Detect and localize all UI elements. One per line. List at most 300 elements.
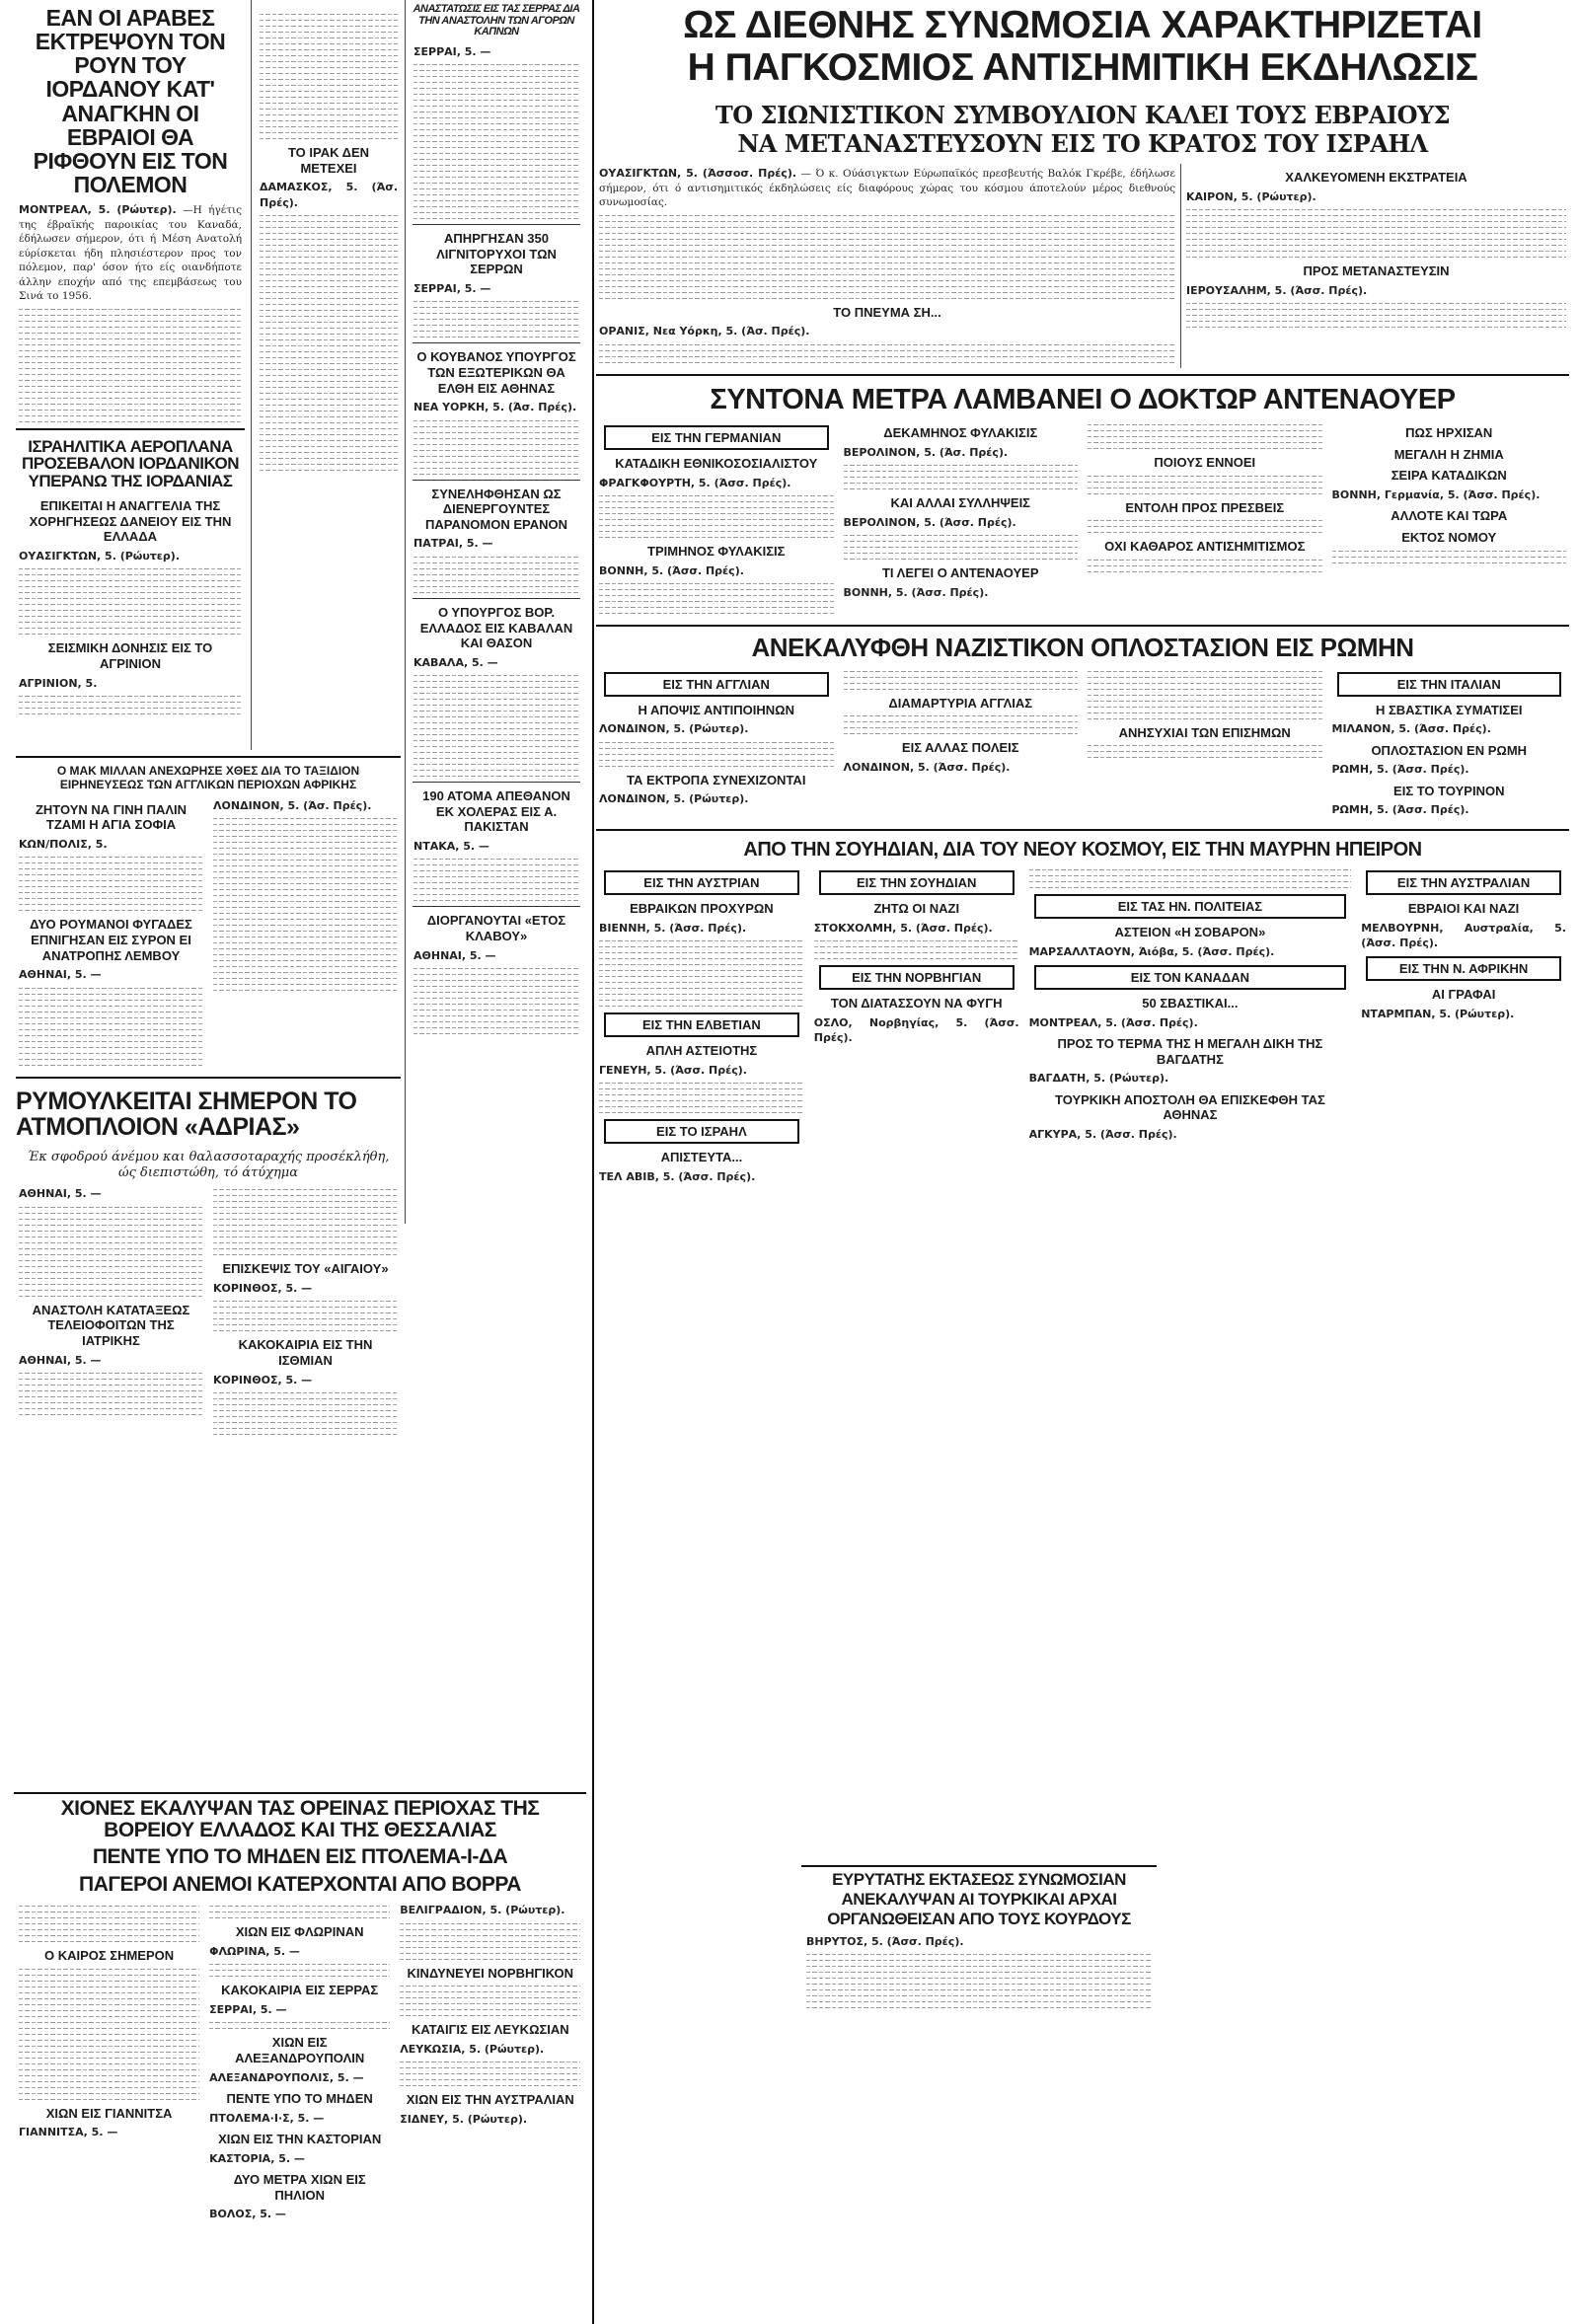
subheadline-swastikas: 50 ΣΒΑΣΤΙΚΑΙ... xyxy=(1142,995,1239,1011)
subheadline-zero: ΠΕΝΤΕ ΥΠΟ ΤΟ ΜΗΔΕΝ xyxy=(226,2091,373,2107)
story-body xyxy=(599,791,834,806)
snow-story xyxy=(14,1792,586,2315)
story-body xyxy=(19,2125,199,2139)
story-body xyxy=(1029,1127,1352,1142)
dateline: ΛΟΝΔΙΝΟΝ, 5. (Άσσ. Πρές). xyxy=(843,760,1011,774)
subheadline-alexandroupoli: ΧΙΩΝ ΕΙΣ ΑΛΕΞΑΝΔΡΟΥΠΟΛΙΝ xyxy=(235,2035,365,2065)
story-jordan-body xyxy=(19,202,242,303)
subheadline-florina: ΧΙΩΝ ΕΙΣ ΦΛΩΡΙΝΑΝ xyxy=(235,1924,364,1940)
dateline: ΣΕΡΡΑΙ, 5. — xyxy=(414,281,491,295)
subheadline-loan: ΕΠΙΚΕΙΤΑΙ Η ΑΝΑΓΓΕΛΙΑ ΤΗΣ ΧΟΡΗΓΗΣΕΩΣ ΔΑΝΕΙΟΥ ΕΙΣ ΤΗΝ ΕΛΛΑΔΑ xyxy=(29,498,232,545)
dateline: ΒΗΡΥΤΟΣ, 5. (Άσσ. Πρές). xyxy=(806,1934,964,1948)
story-body xyxy=(1029,944,1352,959)
text-lines xyxy=(260,14,398,139)
headline-ptolemaida: ΠΕΝΤΕ ΥΠΟ ΤΟ ΜΗΔΕΝ ΕΙΣ ΠΤΟΛΕΜΑ-Ι-ΔΑ xyxy=(92,1845,508,1869)
subheadline-isthmus: ΚΑΚΟΚΑΙΡΙΑ ΕΙΣ ΤΗΝ ΙΣΘΜΙΑΝ xyxy=(238,1337,373,1369)
subheadline-iraq: ΤΟ ΙΡΑΚ ΔΕΝ ΜΕΤΕΧΕΙ xyxy=(287,145,370,176)
headline-adenauer: ΣΥΝΤΟΝΑ ΜΕΤΡΑ ΛΑΜΒΑΝΕΙ Ο ΔΟΚΤΩΡ ΑΝΤΕΝΑΟΥΕΡ xyxy=(710,383,1456,415)
dateline: ΜΑΡΣΑΛΛΤΑΟΥΝ, Άιόβα, 5. (Άσσ. Πρές). xyxy=(1028,944,1275,958)
story-body xyxy=(260,180,398,210)
text-lines xyxy=(1088,560,1322,572)
story-body xyxy=(209,1944,390,1959)
text-lines xyxy=(414,64,579,219)
text-lines xyxy=(19,1207,203,1297)
text-lines xyxy=(209,1964,390,1977)
story-body xyxy=(599,324,1175,338)
dateline: ΒΟΝΝΗ, 5. (Άσσ. Πρές). xyxy=(843,585,989,599)
subheadline-not-pure: ΟΧΙ ΚΑΘΑΡΟΣ ΑΝΤΙΣΗΜΙΤΙΣΜΟΣ xyxy=(1104,539,1306,555)
divider xyxy=(596,625,1569,627)
box-south-africa: ΕΙΣ ΤΗΝ Ν. ΑΦΡΙΚΗΝ xyxy=(1366,956,1561,981)
dateline: ΒΟΝΝΗ, Γερμανία, 5. (Άσσ. Πρές). xyxy=(1331,488,1541,501)
headline-kurds: ΟΡΓΑΝΩΘΕΙΣΑΝ ΑΠΟ ΤΟΥΣ ΚΟΥΡΔΟΥΣ xyxy=(827,1909,1131,1928)
text-lines xyxy=(844,715,1079,734)
story-body xyxy=(599,921,804,936)
text-lines xyxy=(1186,303,1566,328)
dateline: ΑΘΗΝΑΙ, 5. — xyxy=(19,968,102,982)
text-lines xyxy=(19,857,203,911)
dateline: ΟΣΛΟ, Νορβηγίας, 5. (Άσσ. Πρές). xyxy=(813,1015,1019,1045)
text-lines xyxy=(1088,745,1322,758)
text-lines xyxy=(844,465,1079,489)
dateline: ΒΙΕΝΝΗ, 5. (Άσσ. Πρές). xyxy=(599,921,747,935)
divider xyxy=(413,342,580,343)
subheadline-fabricated-campaign: ΧΑΛΚΕΥΟΜΕΝΗ ΕΚΣΤΡΑΤΕΙΑ xyxy=(1285,170,1467,186)
story-body xyxy=(209,2002,390,2017)
nazi-col-c xyxy=(1083,666,1327,823)
mid-left-block xyxy=(14,750,403,1766)
story-body xyxy=(414,281,579,296)
subheadline-adenauer-says: ΤΙ ΛΕΓΕΙ Ο ΑΝΤΕΝΑΟΥΕΡ xyxy=(881,565,1039,581)
story-body xyxy=(814,1015,1019,1046)
headline-antisemitic: Η ΠΑΓΚΟΣΜΙΟΣ ΑΝΤΙΣΗΜΙΤΙΚΗ ΕΚΔΗΛΩΣΙΣ xyxy=(687,45,1478,89)
dateline: ΒΕΡΟΛΙΝΟΝ, 5. (Άσσ. Πρές). xyxy=(843,515,1016,529)
story-kurds xyxy=(801,1865,1157,2013)
subheadline-baghdad-trial: ΠΡΟΣ ΤΟ ΤΕΡΜΑ ΤΗΣ Η ΜΕΓΑΛΗ ΔΙΚΗ ΤΗΣ ΒΑΓΔΑΤΗΣ xyxy=(1057,1036,1323,1067)
dateline: ΔΑΜΑΣΚΟΣ, 5. (Άσ. Πρές). xyxy=(260,181,398,209)
subheadline-arrests: ΣΥΝΕΛΗΦΘΗΣΑΝ ΩΣ ΔΙΕΝΕΡΓΟΥΝΤΕΣ ΠΑΡΑΝΟΜΟΝ ΕΡΑΝΟΝ xyxy=(425,486,567,532)
story-body xyxy=(599,166,1175,209)
main-story xyxy=(592,0,1571,2324)
dateline: ΛΕΥΚΩΣΙΑ, 5. (Ρώυτερ). xyxy=(400,2042,545,2056)
subheadline-ordered-leave: ΤΟΝ ΔΙΑΤΑΣΣΟΥΝ ΝΑ ΦΥΓΗ xyxy=(830,995,1003,1011)
story-body xyxy=(599,1063,804,1078)
dateline: ΑΘΗΝΑΙ, 5. — xyxy=(19,1353,102,1367)
dateline: ΛΟΝΔΙΝΟΝ, 5. (Άσ. Πρές). xyxy=(213,798,372,812)
dateline: ΜΙΛΑΝΟΝ, 5. (Άσσ. Πρές). xyxy=(1331,722,1491,736)
dateline: ΒΟΝΝΗ, 5. (Άσσ. Πρές). xyxy=(599,563,744,577)
subheadline-spirit: ΤΟ ΠΝΕΥΜΑ ΣΗ... xyxy=(833,304,941,320)
subheadline-giannitsa: ΧΙΩΝ ΕΙΣ ΓΙΑΝΝΙΤΣΑ xyxy=(45,2105,173,2121)
dateline: ΣΕΡΡΑΙ, 5. — xyxy=(209,2002,287,2016)
dateline: ΚΑΣΤΟΡΙΑ, 5. — xyxy=(209,2151,305,2165)
headline-conspiracy: ΩΣ ΔΙΕΘΝΗΣ ΣΥΝΩΜΟΣΙΑ ΧΑΡΑΚΤΗΡΙΖΕΤΑΙ xyxy=(683,4,1482,46)
text-lines xyxy=(414,301,579,337)
intro-columns xyxy=(594,164,1571,368)
box-usa: ΕΙΣ ΤΑΣ ΗΝ. ΠΟΛΙΤΕΙΑΣ xyxy=(1034,894,1347,919)
story-body xyxy=(414,655,579,670)
story-body xyxy=(1029,1015,1352,1030)
subheadline-serres: ΚΑΚΟΚΑΙΡΙΑ ΕΙΣ ΣΕΡΡΑΣ xyxy=(221,1983,379,1998)
text-lines xyxy=(213,1392,398,1435)
adrias-right xyxy=(208,1184,403,1440)
subheadline-aegean: ΕΠΙΣΚΕΨΙΣ ΤΟΥ «ΑΙΓΑΙΟΥ» xyxy=(222,1261,389,1277)
text-lines xyxy=(209,2022,390,2029)
story-body xyxy=(844,585,1079,600)
subheadline-conviction: ΚΑΤΑΔΙΚΗ ΕΘΝΙΚΟΣΟΣΙΑΛΙΣΤΟΥ xyxy=(615,456,818,472)
dateline: ΚΩΝ/ΠΟΛΙΣ, 5. xyxy=(19,837,108,851)
dateline: ΦΡΑΓΚΦΟΥΡΤΗ, 5. (Άσσ. Πρές). xyxy=(599,476,791,489)
subheadline-turin: ΕΙΣ ΤΟ ΤΟΥΡΙΝΟΝ xyxy=(1393,783,1505,798)
text-lines xyxy=(213,1189,398,1255)
headline-serres-tobacco: ΑΝΑΣΤΑΤΩΣΙΣ ΕΙΣ ΤΑΣ ΣΕΡΡΑΣ ΔΙΑ ΤΗΝ ΑΝΑΣΤΟΛΗΝ ΤΩΝ ΑΓΟΡΩΝ ΚΑΠΝΩΝ xyxy=(413,3,580,38)
dateline: ΓΕΝΕΥΗ, 5. (Άσσ. Πρές). xyxy=(599,1063,747,1077)
headline-adrias: ΡΥΜΟΥΛΚΕΙΤΑΙ ΣΗΜΕΡΟΝ ΤΟ ΑΤΜΟΠΛΟΙΟΝ «ΑΔΡΙΑΣ» xyxy=(16,1087,357,1141)
intro-right xyxy=(1180,164,1571,368)
text-lines xyxy=(814,940,1019,959)
subheadline-cuban-minister: Ο ΚΟΥΒΑΝΟΣ ΥΠΟΥΡΓΟΣ ΤΩΝ ΕΞΩΤΕΡΙΚΩΝ ΘΑ ΕΛΘΗ ΕΙΣ ΑΘΗΝΑΣ xyxy=(416,349,576,396)
headline-snow: ΧΙΟΝΕΣ ΕΚΑΛΥΨΑΝ ΤΑΣ ΟΡΕΙΝΑΣ ΠΕΡΙΟΧΑΣ ΤΗΣ ΒΟΡΕΙΟΥ ΕΛΛΑΔΟΣ ΚΑΙ ΤΗΣ ΘΕΣΣΑΛΙΑΣ xyxy=(60,1797,540,1842)
headline-jordan: ΕΑΝ ΟΙ ΑΡΑΒΕΣ ΕΚΤΡΕΨΟΥΝ ΤΟΝ ΡΟΥΝ ΤΟΥ ΙΟΡΔΑΝΟΥ ΚΑΤ' ΑΝΑΓΚΗΝ ΟΙ ΕΒΡΑΙΟΙ ΘΑ ΡΙΦΘΟΥΝ ΕΙΣ ΤΟΝ ΠΟΛΕΜΟΝ xyxy=(33,5,228,197)
snow-col-a xyxy=(14,1901,204,2227)
story-body xyxy=(1332,721,1567,736)
subheadline-three-months: ΤΡΙΜΗΝΟΣ ΦΥΛΑΚΙΣΙΣ xyxy=(647,544,786,560)
subheadline-earthquake: ΣΕΙΣΜΙΚΗ ΔΟΝΗΣΙΣ ΕΙΣ ΤΟ ΑΓΡΙΝΙΟΝ xyxy=(47,640,213,671)
story-body xyxy=(1332,802,1567,817)
text-lines xyxy=(414,420,579,475)
dateline: ΦΛΩΡΙΝΑ, 5. — xyxy=(209,1944,300,1958)
dateline: ΓΙΑΝΝΙΤΣΑ, 5. — xyxy=(19,2126,118,2139)
subheadline-long-live: ΖΗΤΩ ΟΙ ΝΑΖΙ xyxy=(873,900,960,916)
story-body xyxy=(599,721,834,736)
story-body xyxy=(844,515,1079,530)
box-austria: ΕΙΣ ΤΗΝ ΑΥΣΤΡΙΑΝ xyxy=(604,870,799,895)
story-body xyxy=(1029,1071,1352,1086)
story-body xyxy=(19,967,203,982)
subheadline-serious: ΑΣΤΕΙΟΝ «Η ΣΟΒΑΡΟΝ» xyxy=(1114,924,1266,939)
text-lines xyxy=(599,583,834,614)
box-australia: ΕΙΣ ΤΗΝ ΑΥΣΤΡΑΛΙΑΝ xyxy=(1366,870,1561,895)
story-body xyxy=(19,837,203,852)
story-body xyxy=(414,948,579,963)
text-lines xyxy=(1332,551,1567,563)
subheadline-jews-nazis: ΕΒΡΑΙΟΙ ΚΑΙ ΝΑΖΙ xyxy=(1407,900,1520,916)
subheadline-joke: ΑΠΛΗ ΑΣΤΕΙΟΤΗΣ xyxy=(645,1042,758,1058)
subheadline-protest: ΔΙΑΜΑΡΤΥΡΙΑ ΑΓΓΛΙΑΣ xyxy=(888,695,1033,711)
nazi-col-a xyxy=(594,666,839,823)
divider xyxy=(413,598,580,599)
subheadline-outlaw: ΕΚΤΟΣ ΝΟΜΟΥ xyxy=(1401,530,1497,546)
text-lines xyxy=(19,1969,199,2100)
nazi-col-d xyxy=(1327,666,1572,823)
subheadline-hagia-sophia: ΖΗΤΟΥΝ ΝΑ ΓΙΝΗ ΠΑΛΙΝ ΤΖΑΜΙ Η ΑΓΙΑ ΣΟΦΙΑ xyxy=(35,801,188,833)
box-italy: ΕΙΣ ΤΗΝ ΙΤΑΛΙΑΝ xyxy=(1337,672,1562,697)
dateline: ΠΤΟΛΕΜΑ·Ι·Σ, 5. — xyxy=(209,2111,325,2125)
dateline: ΟΡΑΝΙΣ, Νεα Υόρκη, 5. (Άσ. Πρές). xyxy=(599,325,810,338)
story-body xyxy=(844,445,1079,460)
subheadline-arsenal-rome: ΟΠΛΟΣΤΑΣΙΟΝ ΕΝ ΡΩΜΗ xyxy=(1371,742,1528,758)
dateline: ΡΩΜΗ, 5. (Άσσ. Πρές). xyxy=(1331,763,1469,777)
story-body xyxy=(1186,283,1566,298)
text-lines xyxy=(1088,476,1322,494)
snow-columns xyxy=(14,1901,586,2227)
headline-turkish-authorities: ΑΝΕΚΑΛΥΨΑΝ ΑΙ ΤΟΥΡΚΙΚΑΙ ΑΡΧΑΙ xyxy=(841,1889,1117,1909)
adenauer-col-c xyxy=(1083,419,1327,619)
divider xyxy=(16,428,245,430)
headline-nazi-arsenal: ΑΝΕΚΑΛΥΦΘΗ ΝΑΖΙΣΤΙΚΟΝ ΟΠΛΟΣΤΑΣΙΟΝ ΕΙΣ ΡΩΜΗΝ xyxy=(751,633,1414,663)
dateline: ΠΑΤΡΑΙ, 5. — xyxy=(414,537,493,551)
divider xyxy=(596,829,1569,831)
dateline: ΑΛΕΞΑΝΔΡΟΥΠΟΛΙΣ, 5. — xyxy=(209,2070,364,2084)
dateline: ΑΘΗΝΑΙ, 5. — xyxy=(414,948,496,962)
world-columns xyxy=(594,864,1571,1189)
subheadline-whom-means: ΠΟΙΟΥΣ ΕΝΝΟΕΙ xyxy=(1154,455,1256,471)
headline-zionist-council: ΤΟ ΣΙΩΝΙΣΤΙΚΟΝ ΣΥΜΒΟΥΛΙΟΝ ΚΑΛΕΙ ΤΟΥΣ ΕΒΡΑΙΟΥΣ xyxy=(714,100,1451,129)
subheadline-unbelievable: ΑΠΙΣΤΕΥΤΑ... xyxy=(660,1150,743,1165)
world-col-b xyxy=(809,864,1024,1189)
text-lines xyxy=(19,1373,203,1415)
column-rule xyxy=(405,0,406,1224)
text-lines xyxy=(19,988,203,1066)
subheadline-medical: ΑΝΑΣΤΟΛΗ ΚΑΤΑΤΑΞΕΩΣ ΤΕΛΕΙΟΦΟΙΤΩΝ ΤΗΣ ΙΑΤΡΙΚΗΣ xyxy=(32,1302,190,1349)
text-lines xyxy=(414,675,579,777)
dateline: ΟΥΑΣΙΓΚΤΩΝ, 5. (Ρώυτερ). xyxy=(19,549,181,562)
divider xyxy=(413,224,580,225)
story-body xyxy=(19,1353,203,1368)
story-body xyxy=(209,2207,390,2221)
dateline: ΣΤΟΚΧΟΛΜΗ, 5. (Άσσ. Πρές). xyxy=(813,921,993,935)
story-body xyxy=(814,921,1019,936)
subheadline-other-arrests: ΚΑΙ ΑΛΛΑΙ ΣΥΛΛΗΨΕΙΣ xyxy=(890,495,1030,511)
subheadline-miners: ΑΠΗΡΓΗΣΑΝ 350 ΛΙΓΝΙΤΟΡΥΧΟΙ ΤΩΝ ΣΕΡΡΩΝ xyxy=(436,231,557,277)
column-2 xyxy=(255,0,403,750)
macmillan-right xyxy=(208,796,403,1071)
story-body xyxy=(400,2112,580,2127)
story-body xyxy=(414,44,579,59)
subheadline-other-cities: ΕΙΣ ΑΛΛΑΣ ΠΟΛΕΙΣ xyxy=(901,740,1019,756)
subheadline-official-concerns: ΑΝΗΣΥΧΙΑΙ ΤΩΝ ΕΠΙΣΗΜΩΝ xyxy=(1118,724,1291,740)
subheadline-emigration: ΠΡΟΣ ΜΕΤΑΝΑΣΤΕΥΣΙΝ xyxy=(1303,263,1450,279)
box-norway: ΕΙΣ ΤΗΝ ΝΟΡΒΗΓΙΑΝ xyxy=(819,965,1015,990)
text-lines xyxy=(213,1301,398,1331)
story-body xyxy=(209,2111,390,2126)
body-text: —Η ήγέτις της έβραϊκής παροικίας του Καναδά, έδήλωσεν σήμερον, ότι ή Μέση Ανατολή εύρίσκεται ήδη πλησιέστερον προς τον πόλεμον, παρ' όσον ήτο είς οιανδήποτε άλλην εποχήν από της επεμβάσεως του Σινά το 1956. xyxy=(19,204,242,303)
dateline: ΝΕΑ ΥΟΡΚΗ, 5. (Άσ. Πρές). xyxy=(414,401,577,414)
story-body xyxy=(209,2151,390,2166)
subheadline-how-started: ΠΩΣ ΗΡΧΙΣΑΝ xyxy=(1405,425,1493,441)
story-body xyxy=(599,1169,804,1184)
text-lines xyxy=(414,968,579,1034)
story-body xyxy=(209,2070,390,2085)
dateline: ΚΟΡΙΝΘΟΣ, 5. — xyxy=(213,1282,313,1295)
text-lines xyxy=(599,495,834,538)
text-lines xyxy=(1088,520,1322,533)
body-text: — Ό κ. Ούάσιγκτων Εύρωπαϊκός πρεσβευτής Βαλόκ Γκρέβε, έδήλωσε σήμερον, ότι ό αντισημιτικός έκδηλώσεις είς διαφόρους χώρας του κόσμου άποτελούν μέρος διεθνούς συνωμοσίας. xyxy=(599,168,1175,209)
text-lines xyxy=(1186,209,1566,258)
world-col-d xyxy=(1356,864,1571,1189)
story-body xyxy=(844,760,1079,775)
text-lines xyxy=(599,215,1175,299)
text-lines xyxy=(1088,671,1322,719)
adrias-left xyxy=(14,1184,208,1440)
subheadline-minister-kavala: Ο ΥΠΟΥΡΓΟΣ ΒΟΡ. ΕΛΛΑΔΟΣ ΕΙΣ ΚΑΒΑΛΑΝ ΚΑΙ ΘΑΣΟΝ xyxy=(419,604,573,651)
headline-cold-winds: ΠΑΓΕΡΟΙ ΑΝΕΜΟΙ ΚΑΤΕΡΧΟΝΤΑΙ ΑΠΟ ΒΟΡΡΑ xyxy=(79,1873,521,1897)
divider xyxy=(16,1077,401,1079)
nazi-columns xyxy=(594,666,1571,823)
dateline: ΝΤΑΚΑ, 5. — xyxy=(414,839,489,853)
headline-israeli-planes: ΙΣΡΑΗΛΙΤΙΚΑ ΑΕΡΟΠΛΑΝΑ ΠΡΟΣΕΒΑΛΟΝ ΙΟΡΔΑΝΙΚΟΝ ΥΠΕΡΑΝΩ ΤΗΣ ΙΟΡΔΑΝΙΑΣ xyxy=(21,436,240,491)
story-body xyxy=(1186,189,1566,204)
snow-col-c xyxy=(395,1901,585,2227)
subheadline-reprisals: Η ΑΠΟΨΙΣ ΑΝΤΙΠΟΙΗΝΩΝ xyxy=(638,702,794,717)
story-israeli-planes xyxy=(14,436,247,714)
story-body xyxy=(414,536,579,551)
dateline: ΚΑΙΡΟΝ, 5. (Ρώυτερ). xyxy=(1186,189,1316,203)
divider xyxy=(16,756,401,758)
story-body xyxy=(599,476,834,490)
story-body xyxy=(1361,1007,1566,1021)
divider xyxy=(413,906,580,907)
story-body xyxy=(1332,487,1567,502)
text-lines xyxy=(400,1923,580,1960)
macmillan-columns xyxy=(14,796,403,1071)
adenauer-columns xyxy=(594,419,1571,619)
world-col-c xyxy=(1024,864,1357,1189)
dateline: ΚΟΡΙΝΘΟΣ, 5. — xyxy=(213,1373,313,1387)
text-lines xyxy=(844,535,1079,560)
headline-macmillan: Ο ΜΑΚ ΜΙΛΛΑΝ ΑΝΕΧΩΡΗΣΕ ΧΘΕΣ ΔΙΑ ΤΟ ΤΑΞΙΔΙΟΝ ΕΙΡΗΝΕΥΣΕΩΣ ΤΩΝ ΑΓΓΛΙΚΩΝ ΠΕΡΙΟΧΩΝ ΑΦΡΙΚΗΣ xyxy=(56,764,360,792)
story-body xyxy=(213,1373,398,1387)
subheadline-adrias: Έκ σφοδρού άνέμου και θαλασσοταραχής προσέκλήθη, ώς διεπιστώθη, τό άτύχημα xyxy=(27,1150,390,1180)
story-body xyxy=(213,798,398,813)
subheadline-pilio: ΔΥΟ ΜΕΤΡΑ ΧΙΩΝ ΕΙΣ ΠΗΛΙΟΝ xyxy=(233,2172,366,2203)
text-lines xyxy=(209,1906,390,1918)
subheadline-cholera: 190 ΑΤΟΜΑ ΑΠΕΘΑΝΟΝ ΕΚ ΧΟΛΕΡΑΣ ΕΙΣ Α. ΠΑΚΙΣΤΑΝ xyxy=(422,788,570,835)
dateline: ΚΑΒΑΛΑ, 5. — xyxy=(414,655,498,669)
dateline: ΡΩΜΗ, 5. (Άσσ. Πρές). xyxy=(1331,803,1469,817)
divider xyxy=(413,480,580,481)
story-body xyxy=(19,549,242,563)
text-lines xyxy=(1029,869,1352,888)
dateline: ΜΟΝΤΡΕΑΛ, 5. (Άσσ. Πρές). xyxy=(1028,1015,1198,1029)
text-lines xyxy=(19,309,242,422)
dateline: ΑΘΗΝΑΙ, 5. — xyxy=(19,1187,102,1201)
box-israel: ΕΙΣ ΤΟ ΙΣΡΑΗΛ xyxy=(604,1119,799,1144)
text-lines xyxy=(400,2062,580,2086)
subheadline-then-now: ΑΛΛΟΤΕ ΚΑΙ ΤΩΡΑ xyxy=(1391,508,1508,524)
column-3 xyxy=(409,0,584,1224)
intro-left xyxy=(594,164,1180,368)
subheadline-australia: ΧΙΩΝ ΕΙΣ ΤΗΝ ΑΥΣΤΡΑΛΙΑΝ xyxy=(406,2092,574,2108)
column-rule xyxy=(251,0,252,750)
dateline: ΟΥΑΣΙΓΚΤΩΝ, 5. (Άσσοσ. Πρές). xyxy=(599,167,797,181)
dateline: ΛΟΝΔΙΝΟΝ, 5. (Ρώυτερ). xyxy=(599,722,749,736)
story-body xyxy=(213,1281,398,1296)
subheadline-romanian-fugitives: ΔΥΟ ΡΟΥΜΑΝΟΙ ΦΥΓΑΔΕΣ ΕΠΝΙΓΗΣΑΝ ΕΙΣ ΣΥΡΟΝ ΕΙ ΑΝΑΤΡΟΠΗΣ ΛΕΜΒΟΥ xyxy=(30,917,192,963)
dateline: ΒΟΛΟΣ, 5. — xyxy=(209,2208,286,2221)
subheadline-kastoria: ΧΙΩΝ ΕΙΣ ΤΗΝ ΚΑΣΤΟΡΙΑΝ xyxy=(218,2132,382,2147)
story-body xyxy=(19,1186,203,1201)
nazi-col-b xyxy=(839,666,1084,823)
dateline: ΤΕΛ ΑΒΙΒ, 5. (Άσσ. Πρές). xyxy=(599,1169,756,1183)
story-body xyxy=(806,1934,1152,1949)
dateline: ΒΕΛΙΓΡΑΔΙΟΝ, 5. (Ρώυτερ). xyxy=(400,1904,565,1917)
dateline: ΑΓΚΥΡΑ, 5. (Άσσ. Πρές). xyxy=(1028,1127,1177,1141)
world-col-a xyxy=(594,864,809,1189)
headline-emigrate: ΝΑ ΜΕΤΑΝΑΣΤΕΥΣΟΥΝ ΕΙΣ ΤΟ ΚΡΑΤΟΣ ΤΟΥ ΙΣΡΑΗΛ xyxy=(737,129,1428,159)
adrias-columns xyxy=(14,1184,403,1440)
dateline: ΜΟΝΤΡΕΑΛ, 5. (Ρώυτερ). xyxy=(19,203,177,217)
subheadline-weather: Ο ΚΑΙΡΟΣ ΣΗΜΕΡΟΝ xyxy=(43,1948,175,1964)
box-sweden: ΕΙΣ ΤΗΝ ΣΟΥΗΔΙΑΝ xyxy=(819,870,1015,895)
story-body xyxy=(400,1903,580,1917)
story-body xyxy=(414,400,579,414)
subheadline-nicosia: ΚΑΤΑΙΓΙΣ ΕΙΣ ΛΕΥΚΩΣΙΑΝ xyxy=(411,2022,569,2038)
story-body xyxy=(19,676,242,691)
story-body xyxy=(400,2042,580,2057)
text-lines xyxy=(599,1083,804,1113)
text-lines xyxy=(260,215,398,471)
text-lines xyxy=(599,344,1175,363)
macmillan-left xyxy=(14,796,208,1071)
dateline: ΜΕΛΒΟΥΡΝΗ, Αυστραλία, 5. (Άσσ. Πρές). xyxy=(1361,921,1566,949)
subheadline-convictions: ΣΕΙΡΑ ΚΑΤΑΔΙΚΩΝ xyxy=(1391,468,1507,484)
dateline: ΛΟΝΔΙΝΟΝ, 5. (Ρώυτερ). xyxy=(599,792,749,806)
story-body xyxy=(1361,921,1566,951)
subheadline-norwegian: ΚΙΝΔΥΝΕΥΕΙ ΝΟΡΒΗΓΙΚΟΝ xyxy=(407,1965,574,1981)
dateline: ΑΓΡΙΝΙΟΝ, 5. xyxy=(19,676,98,690)
subheadline-ambassadors: ΕΝΤΟΛΗ ΠΡΟΣ ΠΡΕΣΒΕΙΣ xyxy=(1125,499,1285,515)
headline-kurd-conspiracy: ΕΥΡΥΤΑΤΗΣ ΕΚΤΑΣΕΩΣ ΣΥΝΩΜΟΣΙΑΝ xyxy=(832,1870,1126,1889)
adenauer-col-d xyxy=(1327,419,1572,619)
subheadline-jewish-refugees: ΕΒΡΑΙΚΩΝ ΠΡΟΧΥΡΩΝ xyxy=(630,900,774,916)
adenauer-col-b xyxy=(839,419,1084,619)
dateline: ΒΕΡΟΛΙΝΟΝ, 5. (Άσ. Πρές). xyxy=(843,445,1009,459)
subheadline-swastika: Η ΣΒΑΣΤΙΚΑ ΣΥΜΑΤΙΣΕΙ xyxy=(1375,702,1523,717)
headline-sweden-africa: ΑΠΟ ΤΗΝ ΣΟΥΗΔΙΑΝ, ΔΙΑ ΤΟΥ ΝΕΟΥ ΚΟΣΜΟΥ, ΕΙΣ ΤΗΝ ΜΑΥΡΗΝ ΗΠΕΙΡΟΝ xyxy=(743,838,1422,861)
story-jordan xyxy=(14,0,247,422)
dateline: ΣΕΡΡΑΙ, 5. — xyxy=(414,44,491,58)
text-lines xyxy=(414,557,579,593)
subheadline-ten-months: ΔΕΚΑΜΗΝΟΣ ΦΥΛΑΚΙΣΙΣ xyxy=(883,425,1038,441)
box-germany: ΕΙΣ ΤΗΝ ΓΕΡΜΑΝΙΑΝ xyxy=(604,425,829,450)
adenauer-col-a xyxy=(594,419,839,619)
text-lines xyxy=(400,1986,580,2016)
text-lines xyxy=(1088,424,1322,449)
snow-col-b xyxy=(204,1901,395,2227)
text-lines xyxy=(19,568,242,635)
story-body xyxy=(599,563,834,578)
box-canada: ΕΙΣ ΤΟΝ ΚΑΝΑΔΑΝ xyxy=(1034,965,1347,990)
divider xyxy=(413,782,580,783)
subheadline-turkish-mission: ΤΟΥΡΚΙΚΗ ΑΠΟΣΤΟΛΗ ΘΑ ΕΠΙΣΚΕΦΘΗ ΤΑΣ ΑΘΗΝΑΣ xyxy=(1055,1091,1325,1123)
text-lines xyxy=(806,1954,1152,2008)
dateline: ΝΤΑΡΜΠΑΝ, 5. (Ρώυτερ). xyxy=(1361,1008,1515,1021)
story-body xyxy=(1332,762,1567,777)
text-lines xyxy=(19,1906,199,1942)
text-lines xyxy=(213,818,398,991)
text-lines xyxy=(599,940,804,1007)
subheadline-continue: ΤΑ ΕΚΤΡΟΠΑ ΣΥΝΕΧΙΖΟΝΤΑΙ xyxy=(627,772,806,787)
box-switzerland: ΕΙΣ ΤΗΝ ΕΛΒΕΤΙΑΝ xyxy=(604,1012,799,1037)
text-lines xyxy=(19,696,242,714)
dateline: ΣΙΔΝΕΥ, 5. (Ρώυτερ). xyxy=(400,2112,528,2126)
text-lines xyxy=(599,742,834,767)
subheadline-klavos-year: ΔΙΟΡΓΑΝΟΥΤΑΙ «ΕΤΟΣ ΚΛΑΒΟΥ» xyxy=(426,913,566,944)
dateline: ΒΑΓΔΑΤΗ, 5. (Ρώυτερ). xyxy=(1028,1072,1169,1086)
text-lines xyxy=(844,671,1079,690)
subheadline-big-damage: ΜΕΓΑΛΗ Η ΖΗΜΙΑ xyxy=(1393,446,1504,462)
